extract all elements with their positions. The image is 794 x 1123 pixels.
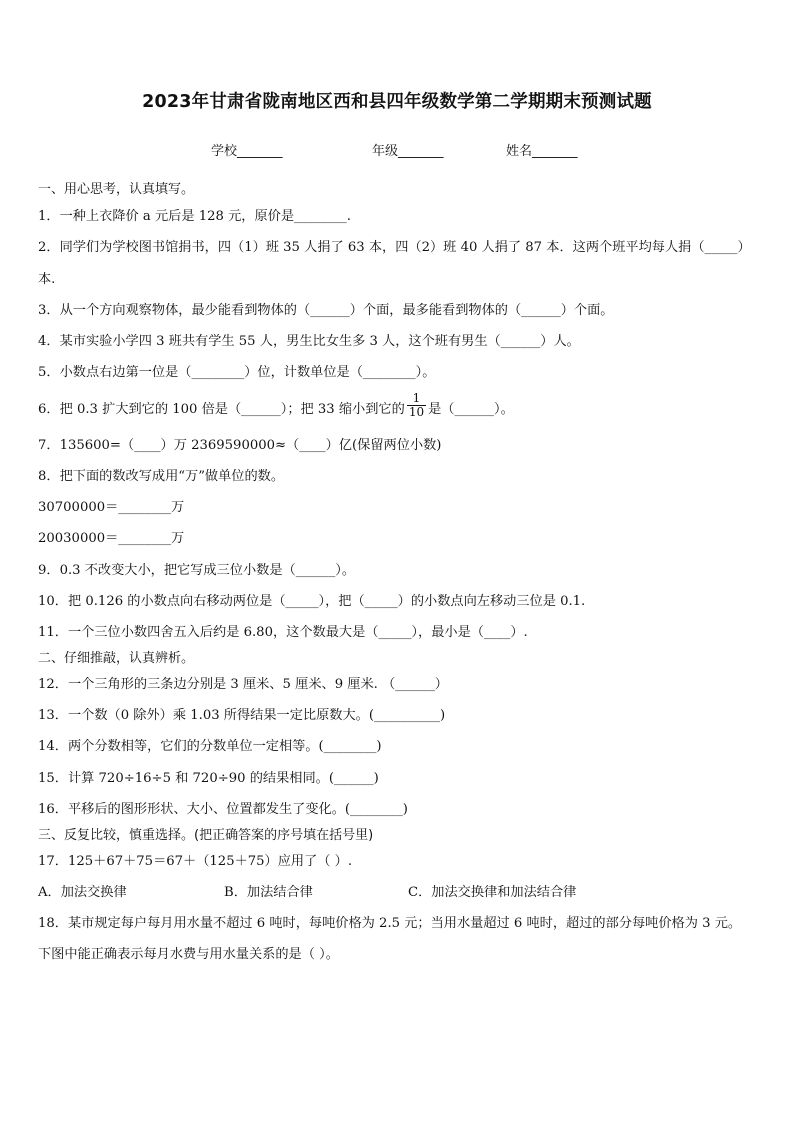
question-17-choices	[38, 884, 758, 902]
section-heading-1: 一、用心思考，认真填写。	[38, 182, 195, 197]
question-2-continued: 本.	[38, 272, 56, 287]
name-field[interactable]: 姓名_______	[506, 144, 578, 159]
school-field[interactable]: 学校_______	[211, 144, 283, 159]
choice-c[interactable]: C．加法交换律和加法结合律	[408, 885, 577, 900]
question-8-item-a: 30700000＝________万	[38, 500, 185, 515]
fraction-numerator: 1	[407, 392, 426, 406]
question-8-item-b: 20030000＝________万	[38, 531, 185, 546]
choice-b[interactable]: B．加法结合律	[224, 885, 313, 900]
question-2: 2．同学们为学校图书馆捐书，四（1）班 35 人捐了 63 本，四（2）班 40 人捐了 87 本．这两个班平均每人捐（_____）	[38, 240, 751, 255]
question-16: 16．平移后的图形形状、大小、位置都发生了变化。(________)	[38, 802, 408, 817]
student-info-row	[0, 140, 794, 160]
question-4: 4．某市实验小学四 3 班共有学生 55 人，男生比女生多 3 人，这个班有男生（______）人。	[38, 334, 580, 349]
question-11: 11．一个三位小数四舍五入后约是 6.80，这个数最大是（_____），最小是（____）.	[38, 625, 528, 640]
question-10: 10．把 0.126 的小数点向右移动两位是（_____），把（_____）的小数点向左移动三位是 0.1.	[38, 594, 586, 609]
section-heading-2: 二、仔细推敲，认真辨析。	[38, 651, 195, 666]
section-heading-3: 三、反复比较，慎重选择。(把正确答案的序号填在括号里)	[38, 828, 374, 843]
question-18-continued: 下图中能正确表示每月水费与用水量关系的是（ ）。	[38, 947, 339, 962]
question-18: 18．某市规定每户每月用水量不超过 6 吨时，每吨价格为 2.5 元；当用水量超过 6 吨时，超过的部分每吨价格为 3 元。	[38, 916, 742, 931]
question-9: 9．0.3 不改变大小，把它写成三位小数是（______）。	[38, 563, 356, 578]
page-title: 2023年甘肃省陇南地区西和县四年级数学第二学期期末预测试题	[142, 92, 652, 112]
question-7: 7．135600=（____）万 2369590000≈（____）亿(保留两位小数)	[38, 438, 442, 453]
question-14: 14．两个分数相等，它们的分数单位一定相等。(________)	[38, 739, 382, 754]
grade-field[interactable]: 年级_______	[372, 144, 444, 159]
choice-a[interactable]: A．加法交换律	[38, 885, 127, 900]
question-17: 17．125＋67＋75＝67＋（125＋75）应用了（ ）.	[38, 854, 353, 869]
fraction-one-tenth	[407, 392, 426, 419]
question-12: 12．一个三角形的三条边分别是 3 厘米、5 厘米、9 厘米. （______）	[38, 677, 448, 692]
question-6-text-after: 是（______）。	[428, 402, 514, 417]
question-6-text-before: 6．把 0.3 扩大到它的 100 倍是（______）；把 33 缩小到它的	[38, 402, 405, 417]
question-8: 8．把下面的数改写成用“万”做单位的数。	[38, 469, 285, 484]
question-3: 3．从一个方向观察物体，最少能看到物体的（______）个面，最多能看到物体的（______）个面。	[38, 303, 614, 318]
question-5: 5．小数点右边第一位是（________）位，计数单位是（________）。	[38, 365, 436, 380]
question-6	[38, 391, 514, 419]
fraction-denominator: 10	[408, 405, 425, 419]
question-13: 13．一个数（0 除外）乘 1.03 所得结果一定比原数大。(__________)	[38, 708, 446, 723]
question-15: 15．计算 720÷16÷5 和 720÷90 的结果相同。(______)	[38, 771, 379, 786]
question-1: 1．一种上衣降价 a 元后是 128 元，原价是________.	[38, 209, 351, 224]
